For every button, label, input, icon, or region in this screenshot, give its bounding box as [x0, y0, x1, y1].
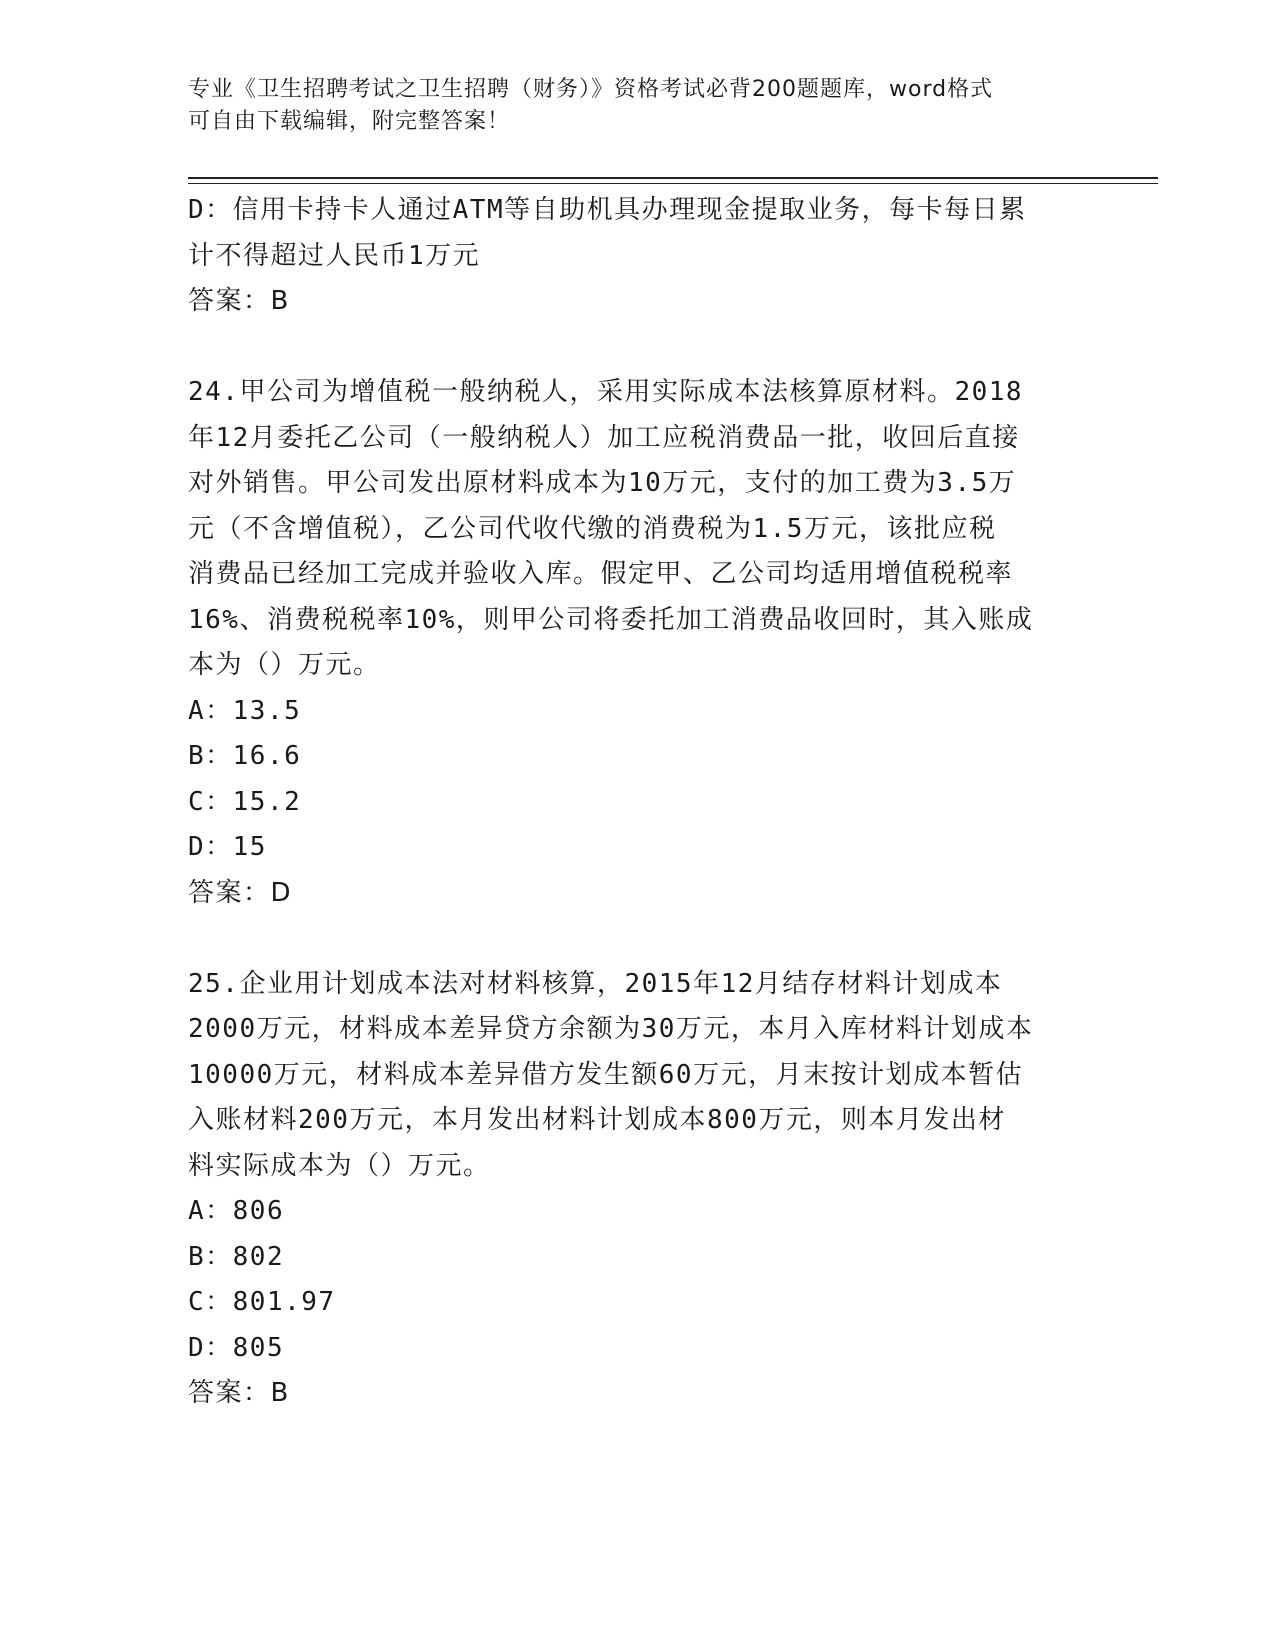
option-d: D：805 [188, 1332, 285, 1363]
question-stem-line: 10000万元，材料成本差异借方发生额60万元，月末按计划成本暂估 [188, 1059, 1024, 1090]
option-d-line-1: D：信用卡持卡人通过ATM等自助机具办理现金提取业务，每卡每日累 [188, 195, 1027, 225]
option-b: B：802 [188, 1241, 285, 1272]
question-stem-line: 本为（）万元。 [188, 650, 381, 680]
question-stem-line: 年12月委托乙公司（一般纳税人）加工应税消费品一批，收回后直接 [188, 422, 1020, 453]
question-stem-line: 消费品已经加工完成并验收入库。假定甲、乙公司均适用增值税税率 [188, 559, 1014, 589]
question-stem-line: 料实际成本为（）万元。 [188, 1150, 491, 1181]
option-a: A：806 [188, 1196, 285, 1226]
document-header [188, 74, 1088, 138]
question-stem-line: 元（不含增值税），乙公司代收代缴的消费税为1.5万元，该批应税 [188, 513, 997, 544]
question-content [188, 188, 1088, 1417]
question-24 [188, 370, 1088, 916]
question-25 [188, 962, 1088, 1417]
question-gap [188, 916, 1088, 962]
header-line-1: 专业《卫生招聘考试之卫生招聘（财务）》资格考试必背200题题库，word格式 [188, 77, 994, 102]
header-line-2: 可自由下载编辑，附完整答案！ [188, 109, 511, 134]
question-stem-line: 25.企业用计划成本法对材料核算，2015年12月结存材料计划成本 [188, 968, 1003, 999]
option-c: C：15.2 [188, 786, 302, 817]
question-23-fragment [188, 188, 1088, 325]
option-a: A：13.5 [188, 695, 302, 726]
option-d-line-2: 计不得超过人民币1万元 [188, 240, 481, 271]
answer-line: 答案：B [188, 1378, 290, 1408]
header-divider-thin [188, 183, 1158, 184]
header-divider-thick [188, 177, 1158, 179]
question-stem-line: 入账材料200万元，本月发出材料计划成本800万元，则本月发出材 [188, 1105, 1006, 1135]
answer-line: 答案：D [188, 877, 293, 908]
question-stem-line: 16%、消费税税率10%，则甲公司将委托加工消费品收回时，其入账成 [188, 604, 1034, 635]
question-gap [188, 325, 1088, 371]
question-stem-line: 对外销售。甲公司发出原材料成本为10万元，支付的加工费为3.5万 [188, 468, 1017, 498]
question-stem-line: 2000万元，材料成本差异贷方余额为30万元，本月入库材料计划成本 [188, 1014, 1034, 1044]
option-c: C：801.97 [188, 1287, 336, 1317]
option-d: D：15 [188, 832, 267, 862]
option-b: B：16.6 [188, 741, 302, 771]
answer-line: 答案：B [188, 286, 290, 316]
question-stem-line: 24.甲公司为增值税一般纳税人，采用实际成本法核算原材料。2018 [188, 377, 1024, 407]
